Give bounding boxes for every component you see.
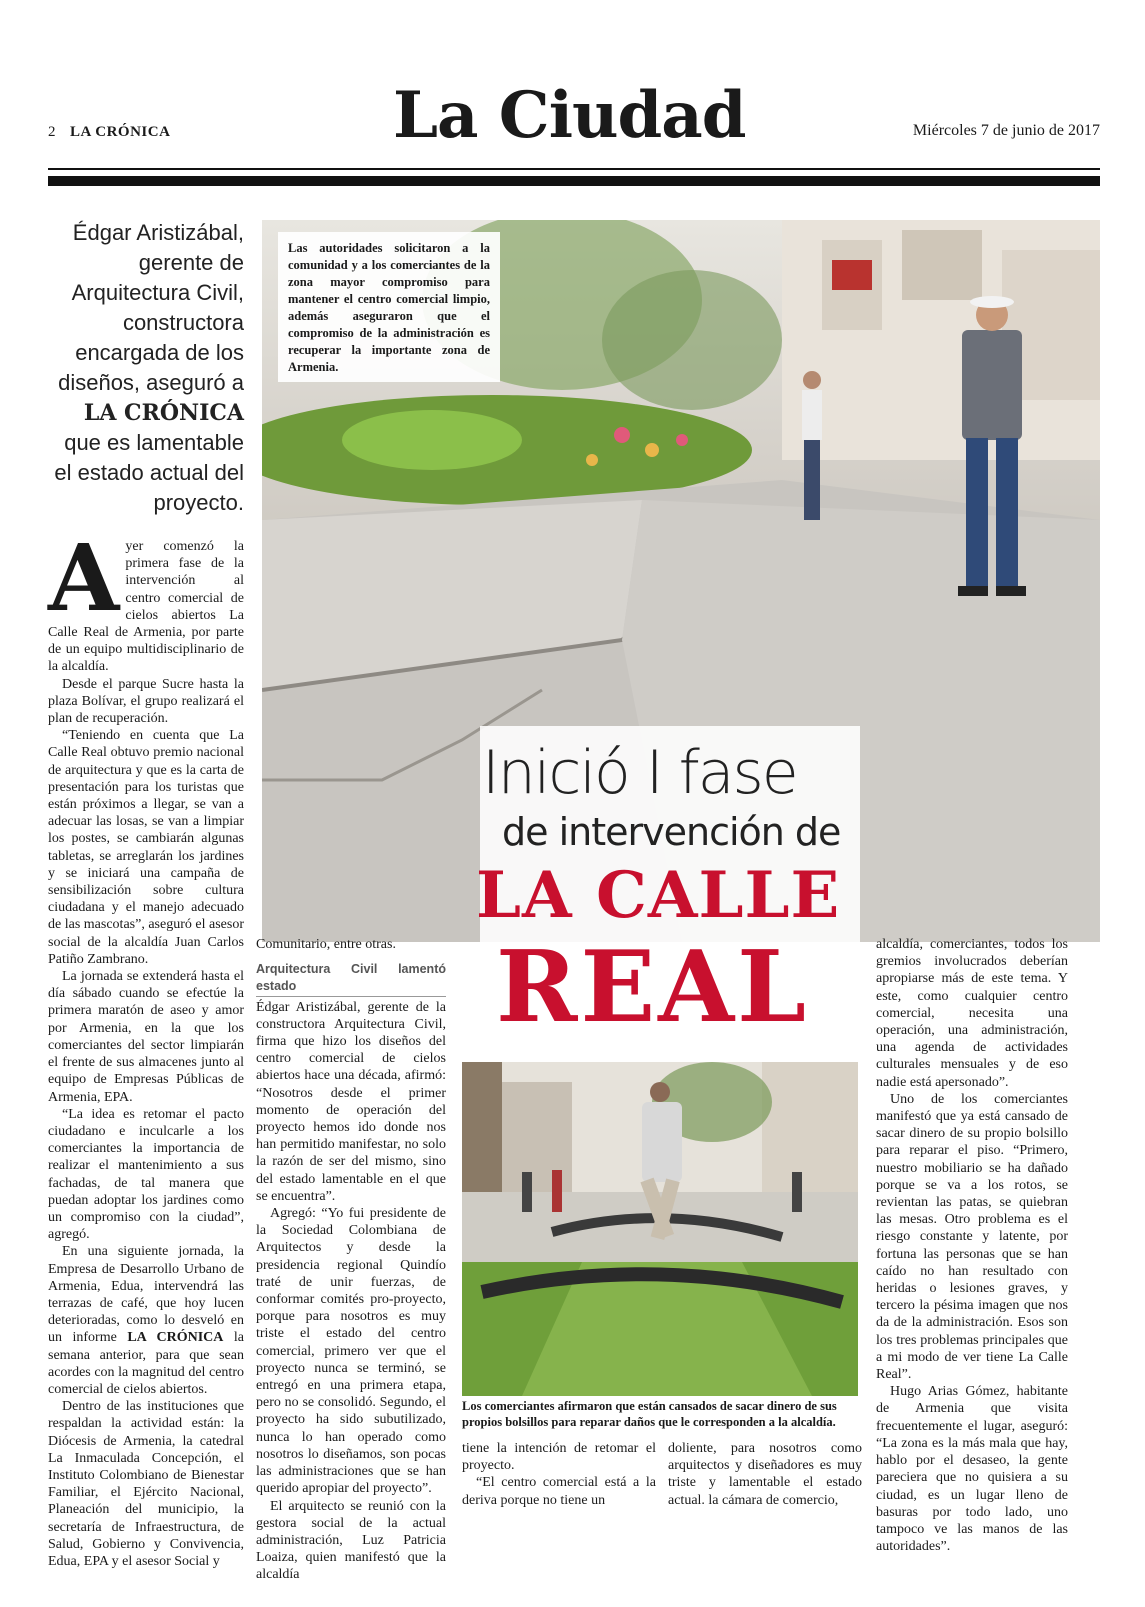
lead-quote (48, 218, 244, 518)
subheading: Arquitectura Civil lamentó estado (256, 961, 446, 996)
paragraph: tiene la intención de retomar el proyecto. (462, 1441, 656, 1474)
paragraph: Édgar Aristizábal, gerente de la constructora Arquitectura Civil, firma que hizo los diseños del centro comercial de cielos abiertos hace una década, afirmó: “Nosotros desde el primer momento de operación del proyecto hemos ido donde nos han permitido manifestar, no solo la razón de ser del mismo, sino del estado lamentable en el que se encuentra”. (256, 999, 446, 1204)
lead-text-after: que es lamentable el estado actual del proyecto. (54, 430, 244, 515)
headline-line-1: Inició I fase (482, 738, 797, 808)
newspaper-name: LA CRÓNICA (70, 124, 171, 140)
lead-highlight: LA CRÓNICA (83, 400, 244, 426)
paragraph: Comunitario, entre otras. (256, 937, 396, 952)
issue-date: Miércoles 7 de junio de 2017 (912, 122, 1100, 139)
secondary-photo-caption: Los comerciantes afirmaron que están cansados de sacar dinero de sus propios bolsillos para reparar daños que le corresponden a la alcaldía. (462, 1399, 837, 1429)
article-column-2 (256, 936, 446, 1584)
paragraph (48, 1243, 244, 1398)
paragraph: “El centro comercial está a la deriva porque no tiene un (462, 1475, 656, 1508)
paper-name-inline: LA CRÓNICA (127, 1330, 224, 1346)
paragraph: Desde el parque Sucre hasta la plaza Bolívar, el grupo realizará el plan de recuperación. (48, 676, 244, 727)
headline-line-2: de intervención de (502, 810, 841, 854)
headline-line-3: LA CALLE (476, 858, 841, 933)
article-column-4 (668, 1440, 862, 1509)
paragraph: alcaldía, comerciantes, todos los gremios involucrados deberían apropiarse más de este tema. Y este, como cualquier centro comercial, necesita una operación, una administración, una agenda de actividades culturales mensuales y de eso nadie está apersonado”. (876, 937, 1068, 1090)
article-column-1 (48, 524, 244, 1570)
paragraph: El arquitecto se reunió con la gestora social de la actual administración, Luz Patricia Loaiza, quien manifestó que la alcaldía (256, 1498, 446, 1583)
lead-text-before: Édgar Aristizábal, gerente de Arquitectura Civil, constructora encargada de los diseños, aseguró a (58, 220, 244, 395)
paragraph: Dentro de las instituciones que respaldan la actividad están: la Diócesis de Armenia, la catedral La Inmaculada Concepción, el Instituto Colombiano de Bienestar Familiar, el Ejército Nacional, Planeación del municipio, la secretaría de Infraestructura, de Salud, Gobierno y Convivencia, Edua, EPA y el asesor Social y (48, 1399, 244, 1569)
paragraph: Agregó: “Yo fui presidente de la Sociedad Colombiana de Arquitectos y desde la presidencia regional Quindío traté de unir fuerzas, de conformar comités pro-proyecto, porque para nosotros es muy triste el estado del centro comercial, primero ver que el proyecto nunca se terminó, se entregó en una primera etapa, pero no se consolidó. Segundo, el proyecto ha sido subutilizado, nunca lo han operado como nosotros lo diseñamos, son pocas las administraciones que se han querido apropiar del proyecto”. (256, 1206, 446, 1497)
drop-cap: A (48, 524, 120, 632)
paragraph-text: la semana anterior, para que sean acordes con la magnitud del centro comercial de cielos abiertos. (48, 1330, 244, 1397)
headline-line-4: REAL (496, 930, 810, 1045)
paragraph-text: En una siguiente jornada, la Empresa de Desarrollo Urbano de Armenia, Edua, intervendrá las terrazas de café, que hoy lucen deterioradas, como lo desveló en un informe (48, 1244, 244, 1346)
paragraph: yer comenzó la primera fase de la intervención al centro comercial de cielos abiertos La Calle Real de Armenia, por parte de un equipo multidisciplinario de la alcaldía. (48, 539, 244, 675)
paragraph: doliente, para nosotros como arquitectos y diseñadores es muy triste y lamentable el estado actual. la cámara de comercio, (668, 1441, 862, 1508)
paragraph: “Teniendo en cuenta que La Calle Real obtuvo premio nacional de arquitectura y que es la carta de presentación para los turistas que están próximos a llegar, se van a adecuar las losas, se van a limpiar los postes, se cambiarán algunas tabletas, se arreglarán los jardines y se iniciará una campaña de sensibilización sobre cultura ciudadana y el manejo adecuado de las mascotas”, aseguró el asesor social de la alcaldía Juan Carlos Patiño Zambrano. (48, 728, 244, 967)
secondary-photo (462, 1062, 858, 1396)
header-rule-thin (48, 168, 1100, 170)
paragraph: “La idea es retomar el pacto ciudadano e inculcarle a los comerciantes la importancia de realizar el mantenimiento a sus fachadas, de tal manera que puedan adoptar los jardines como un compromiso con la ciudad”, agregó. (48, 1106, 244, 1243)
article-column-3 (462, 1440, 656, 1509)
paragraph: Uno de los comerciantes manifestó que ya está cansado de sacar dinero de su propio bolsillo para reparar el piso. “Primero, nuestro mobiliario se ha dañado porque se va a los rotos, se revientan las patas, se quiebran las mesas. Otro problema es el riesgo constante y latente, por fortuna las personas que se han caído no han resultado con heridas o lesiones graves, y tercero la pésima imagen que nos da de la administración. Esos son los tres problemas principales que a mi modo de ver tiene La Calle Real”. (876, 1091, 1068, 1383)
header-rule-thick (48, 176, 1100, 186)
page-header (48, 70, 1100, 180)
bridge-scene-illustration (462, 1062, 858, 1396)
section-title: La Ciudad (393, 78, 746, 153)
page-number: 2 (48, 124, 56, 140)
paragraph: Hugo Arias Gómez, habitante de Armenia que visita frecuentemente el lugar, aseguró: “La zona es la más mala que hay, hablo por el desaseo, la gente pareciera que no quisiera a su ciudad, es un lugar lleno de basuras por todo lado, uno tampoco ve las manos de las autoridades”. (876, 1384, 1068, 1555)
article-column-5 (876, 936, 1068, 1555)
paragraph: La jornada se extenderá hasta el día sábado cuando se efectúe la primera maratón de aseo y amor por Armenia, en la que los comerciantes del sector limpiarán el frente de sus almacenes junto al equipo de Empresas Públicas de Armenia, EPA. (48, 969, 244, 1105)
main-photo-caption: Las autoridades solicitaron a la comunidad y a los comerciantes de la zona mayor compromiso para mantener el centro comercial limpio, además aseguraron que el compromiso de la administración es recuperar la importante zona de Armenia. (278, 232, 500, 382)
